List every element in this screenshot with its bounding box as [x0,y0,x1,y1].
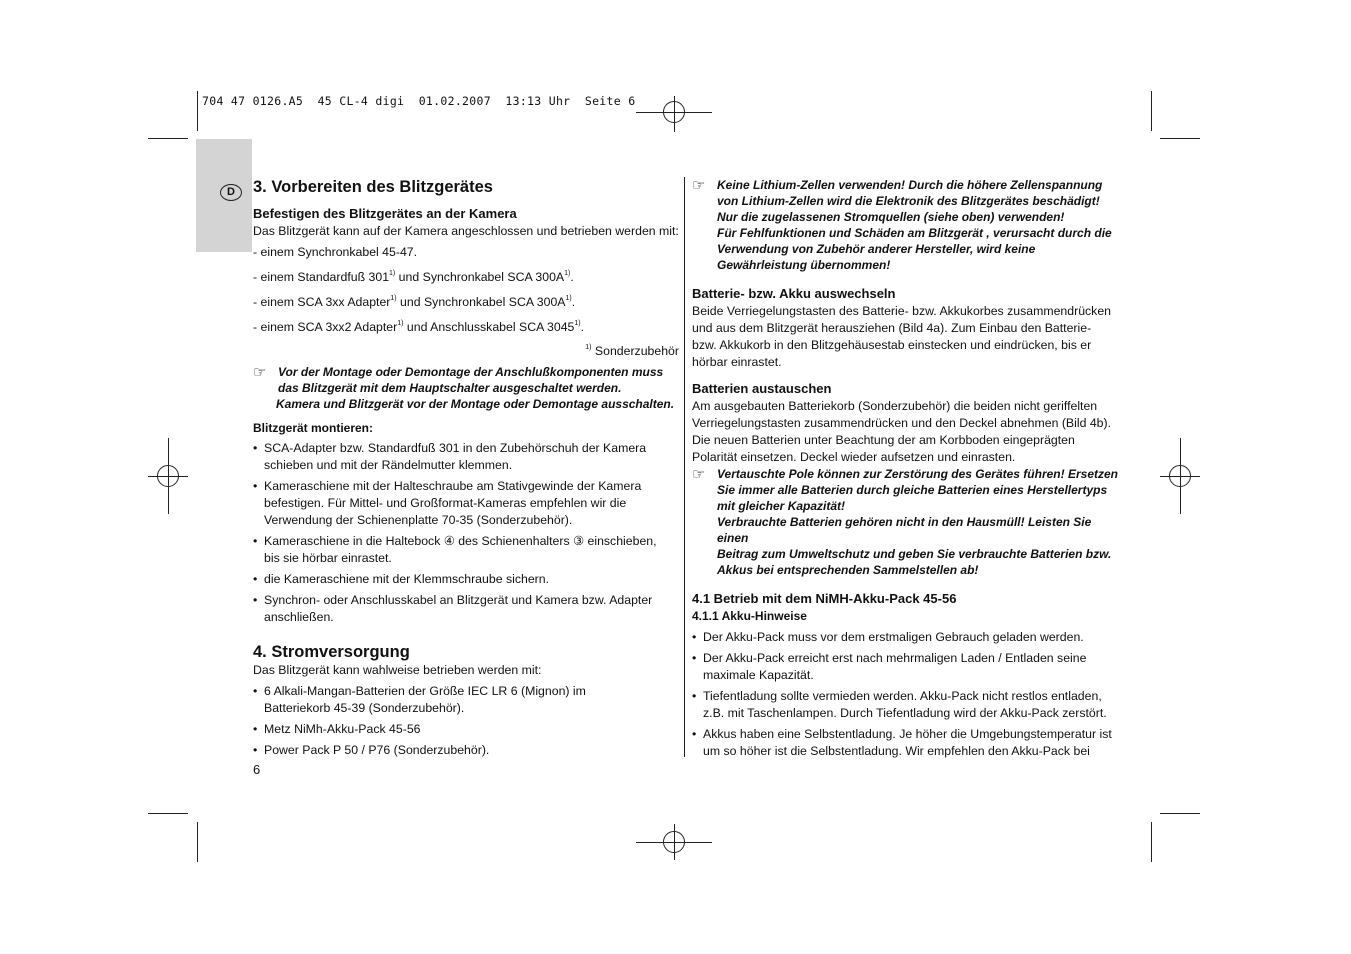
crop-mark [1160,138,1200,139]
text-line: von Lithium-Zellen wird die Elektronik des Blitzgerätes beschädigt! [717,194,1100,208]
option-text: und Synchronkabel SCA 300A [396,295,566,309]
list-item-line: • Power Pack P 50 / P76 (Sonderzubehör). [264,743,490,757]
option-text: . [580,320,585,334]
subsection-heading: Blitzgerät montieren: [253,421,374,435]
list-item [253,571,679,588]
footnote-marker: 1) [564,270,571,277]
text-line: Sie immer alle Batterien durch gleiche Batterien eines Herstellertyps [717,483,1108,497]
list-item-line: • Der Akku-Pack muss vor dem erstmaligen Gebrauch geladen werden. [703,630,1084,644]
subsection-heading: Batterien austauschen [692,381,832,396]
paragraph [692,303,1122,371]
option-list [253,244,679,336]
footnote-marker: 1) [574,320,581,327]
list-item-line: befestigen. Für Mittel- und Großformat-Kameras empfehlen wir die [264,496,627,510]
text-line: Polarität einsetzen. Deckel wieder aufsetzen und einrasten. [692,450,1016,464]
pointing-hand-icon: ☞ [253,364,267,381]
list-item [253,533,679,567]
list-item [253,440,679,474]
option-item [253,315,679,336]
text-line: und aus dem Blitzgerät herausziehen (Bild 4a). Zum Einbau den Batterie- [692,321,1092,335]
list-item-line: z.B. mit Taschenlampen. Durch Tiefentladung wird der Akku-Pack zerstört. [703,706,1107,720]
list-item-line: schieben und mit der Rändelmutter klemmen. [264,458,513,472]
option-item [253,244,679,261]
list-item-line: • Synchron- oder Anschlusskabel an Blitzgerät und Kamera bzw. Adapter [264,593,653,607]
text-line: Gewährleistung übernommen! [717,258,891,272]
list-item-line: anschließen. [264,610,334,624]
text-line: bzw. Akkukorb in den Blitzgehäusestab einstecken und eindrücken, bis er [692,338,1092,352]
list-item [692,688,1122,722]
section-heading: 3. Vorbereiten des Blitzgerätes [253,178,493,196]
list-item-line: bis sie hörbar einrastet. [264,551,392,565]
registration-circle-icon [1169,465,1191,487]
subsection-heading: Batterie- bzw. Akku auswechseln [692,286,896,301]
list-item [692,726,1122,760]
text-line: Vertauschte Pole können zur Zerstörung des Gerätes führen! Ersetzen [717,467,1118,481]
power-options-list [253,683,679,759]
text-line: Keine Lithium-Zellen verwenden! Durch die höhere Zellenspannung [717,178,1103,192]
list-item [253,742,679,759]
option-text: und Synchronkabel SCA 300A [395,270,565,284]
option-text: - einem SCA 3xx Adapter [253,295,391,309]
page-number: 6 [253,762,261,777]
list-item-line: Verwendung der Schienenplatte 70-35 (Sonderzubehör). [264,513,573,527]
list-item [253,721,679,738]
footnote-marker: 1) [397,320,404,327]
option-text: . [570,270,574,284]
option-text: . [571,295,576,309]
option-item [253,290,679,311]
text-line: Für Fehlfunktionen und Schäden am Blitzgerät , verursacht durch die [717,226,1112,240]
text-line: Verriegelungstasten zusammendrücken und den Deckel abnehmen (Bild 4b). [692,416,1112,430]
list-item-line: • Der Akku-Pack erreicht erst nach mehrmaligen Laden / Entladen seine [703,651,1087,665]
text-line: Beitrag zum Umweltschutz und geben Sie verbrauchte Batterien bzw. [717,547,1112,561]
registration-circle-icon [663,831,685,853]
list-item-line: • die Kameraschiene mit der Klemmschraube sichern. [264,572,550,586]
warning-note [692,466,1122,578]
crop-mark [1160,813,1200,814]
text-line: Die neuen Batterien unter Beachtung der am Korbboden eingeprägten [692,433,1075,447]
pointing-hand-icon: ☞ [692,466,706,483]
crop-mark [148,138,188,139]
crop-mark [1151,91,1152,131]
list-item [692,650,1122,684]
warning-note [692,177,1122,273]
list-item-line: • Kameraschiene in die Haltebock ④ des Schienenhalters ③ einschieben, [264,534,657,548]
footnote: $^{1)}$ Sonderzubehör [585,344,679,358]
subsection-heading: 4.1 Betrieb mit dem NiMH-Akku-Pack 45-56 [692,591,957,606]
option-item [253,265,679,286]
mount-steps-list [253,440,679,626]
option-text: - einem SCA 3xx2 Adapter [253,320,398,334]
list-item [253,592,679,626]
list-item [253,478,679,529]
text-line: mit gleicher Kapazität! [717,499,846,513]
text-line: Nur die zugelassenen Stromquellen (siehe oben) verwenden! [717,210,1065,224]
crop-mark [1151,822,1152,862]
crop-mark [197,822,198,862]
pointing-hand-icon: ☞ [692,177,706,194]
option-text: und Anschlusskabel SCA 3045 [403,320,575,334]
text-line: Beide Verriegelungstasten des Batterie- bzw. Akkukorbes zusammendrücken [692,304,1112,318]
registration-circle-icon [157,465,179,487]
option-text: - einem Synchronkabel 45-47. [253,245,418,259]
subsection-heading: Befestigen des Blitzgerätes an der Kamera [253,206,517,221]
paragraph: Das Blitzgerät kann wahlweise betrieben werden mit: [253,663,542,677]
left-column [253,177,679,759]
right-column [692,177,1122,760]
section-heading: 4. Stromversorgung [253,643,410,661]
warning-note: ☞ Vor der Montage oder Demontage der Anschlußkomponenten muss das Blitzgerät mit dem Hauptschalter ausgeschaltet werden. Kamera und Blitzgerät vor der Montage oder Demontage ausschalten. [253,364,675,411]
list-item-line: maximale Kapazität. [703,668,814,682]
list-item-line: • 6 Alkali-Mangan-Batterien der Größe IEC LR 6 (Mignon) im [264,684,586,698]
column-divider [684,177,685,757]
footnote-marker: 1) [389,270,396,277]
list-item-line: um so höher ist die Selbstentladung. Wir empfehlen den Akku-Pack bei [703,744,1090,758]
list-item-line: • Metz NiMh-Akku-Pack 45-56 [264,722,421,736]
footnote-marker: 1) [390,295,397,302]
list-item-line: • Akkus haben eine Selbstentladung. Je höher die Umgebungstemperatur ist [703,727,1112,741]
print-slug-header: 704 47 0126.A5 45 CL-4 digi 01.02.2007 13:13 Uhr Seite 6 [202,94,636,108]
text-line: Am ausgebauten Batteriekorb (Sonderzubehör) die beiden nicht geriffelten [692,399,1098,413]
text-line: hörbar einrastet. [692,355,782,369]
language-badge: D [220,184,242,201]
akku-points-list [692,629,1122,760]
list-item-line: Batteriekorb 45-39 (Sonderzubehör). [264,701,465,715]
text-line: Verbrauchte Batterien gehören nicht in den Hausmüll! Leisten Sie einen [717,515,1092,545]
option-text: - einem Standardfuß 301 [253,270,390,284]
list-item [253,683,679,717]
list-item [692,629,1122,646]
crop-mark [197,91,198,131]
list-item-line: • Tiefentladung sollte vermieden werden. Akku-Pack nicht restlos entladen, [703,689,1102,703]
text-line: Verwendung von Zubehör anderer Hersteller, wird keine [717,242,1036,256]
paragraph [692,398,1122,466]
registration-circle-icon [663,101,685,123]
list-item-line: • SCA-Adapter bzw. Standardfuß 301 in den Zubehörschuh der Kamera [264,441,647,455]
paragraph: Das Blitzgerät kann auf der Kamera angeschlossen und betrieben werden mit: [253,224,679,238]
text-line: Akkus bei entsprechenden Sammelstellen ab! [717,563,979,577]
crop-mark [148,813,188,814]
subsection-heading: 4.1.1 Akku-Hinweise [692,609,807,623]
list-item-line: • Kameraschiene mit der Halteschraube am Stativgewinde der Kamera [264,479,642,493]
footnote-marker: 1) [565,295,572,302]
